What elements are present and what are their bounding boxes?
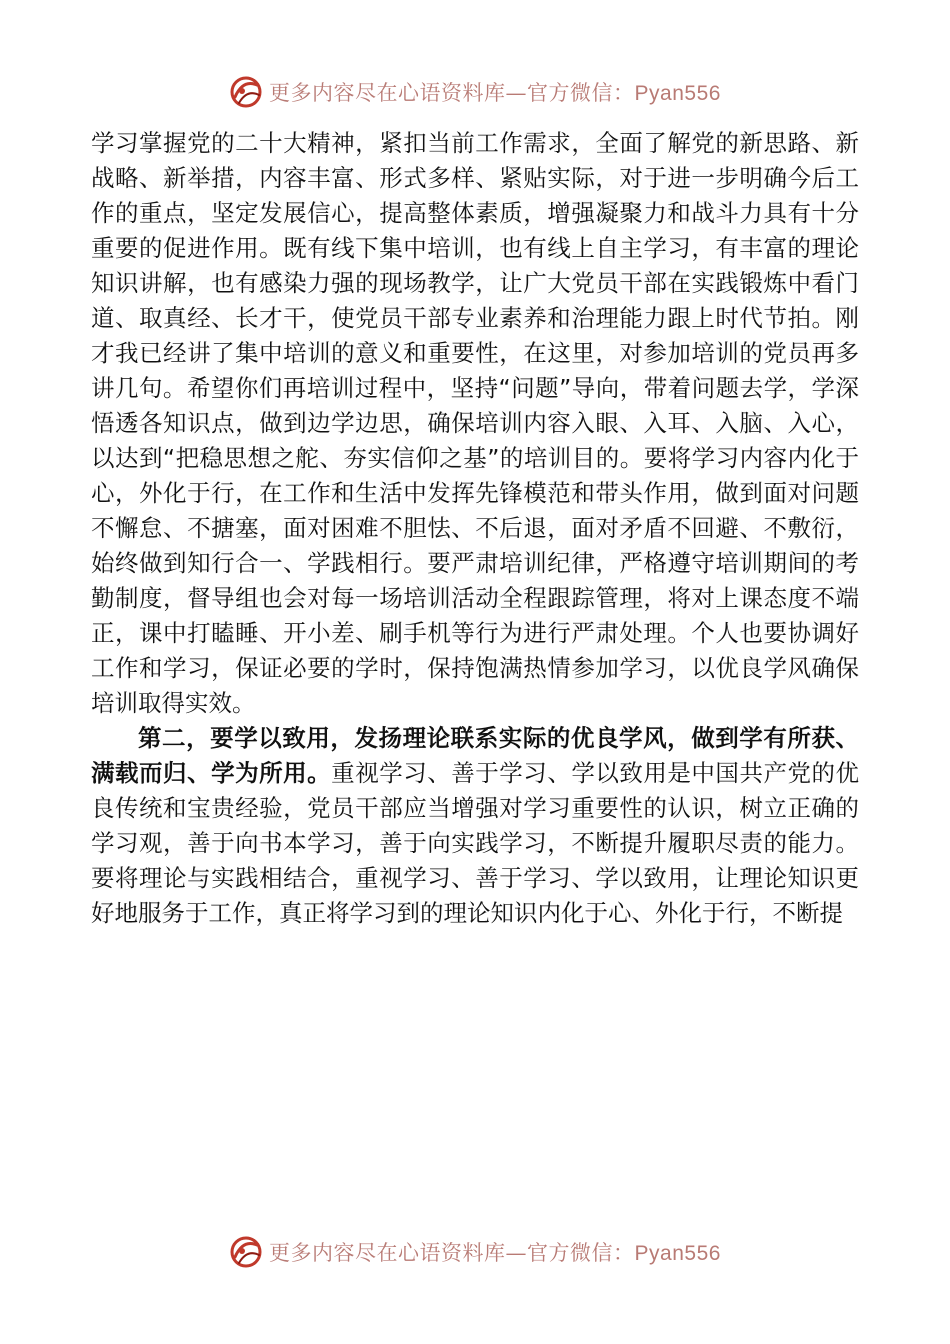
red-swirl-logo-icon — [229, 75, 263, 109]
paragraph-2-body: 重视学习、善于学习、学以致用是中国共产党的优良传统和宝贵经验，党员干部应当增强对学习重要性的认识，树立正确的学习观，善于向书本学习，善于向实践学习，不断提升履职尽责的能力。要将理论与实践相结合，重视学习、善于学习、学以致用，让理论知识更好地服务于工作，真正将学习到的理论知识内化于心、外化于行，不断提 — [91, 759, 860, 927]
watermark-id: Pyan556 — [634, 82, 721, 105]
watermark-text: 更多内容尽在心语资料库—官方微信：Pyan556 — [269, 1241, 721, 1265]
header-watermark — [0, 72, 950, 112]
paragraph-2-heading: 第二，要学以致用，发扬理论联系实际的优良学风，做到学有所获、满载而归、学为所用。 — [91, 724, 859, 787]
watermark-text: 更多内容尽在心语资料库—官方微信：Pyan556 — [269, 81, 721, 105]
red-swirl-logo-icon — [229, 1235, 263, 1269]
watermark-id: Pyan556 — [634, 1242, 721, 1265]
paragraph-1: 学习掌握党的二十大精神，紧扣当前工作需求，全面了解党的新思路、新战略、新举措，内容丰富、形式多样、紧贴实际，对于进一步明确今后工作的重点，坚定发展信心，提高整体素质，增强凝聚力和战斗力具有十分重要的促进作用。既有线下集中培训，也有线上自主学习，有丰富的理论知识讲解，也有感染力强的现场教学，让广大党员干部在实践锻炼中看门道、取真经、长才干，使党员干部专业素养和治理能力跟上时代节拍。刚才我已经讲了集中培训的意义和重要性，在这里，对参加培训的党员再多讲几句。希望你们再培训过程中，坚持“问题”导向，带着问题去学，学深悟透各知识点，做到边学边思，确保培训内容入眼、入耳、入脑、入心，以达到“把稳思想之舵、夯实信仰之基”的培训目的。要将学习内容内化于心，外化于行，在工作和生活中发挥先锋模范和带头作用，做到面对问题不懈怠、不搪塞，面对困难不胆怯、不后退，面对矛盾不回避、不敷衍，始终做到知行合一、学践相行。要严肃培训纪律，严格遵守培训期间的考勤制度，督导组也会对每一场培训活动全程跟踪管理，将对上课态度不端正，课中打瞌睡、开小差、刷手机等行为进行严肃处理。个人也要协调好工作和学习，保证必要的学时，保持饱满热情参加学习，以优良学风确保培训取得实效。 — [91, 129, 859, 717]
paragraph-2 — [91, 721, 859, 931]
footer-watermark — [0, 1232, 950, 1272]
document-body — [91, 126, 859, 931]
